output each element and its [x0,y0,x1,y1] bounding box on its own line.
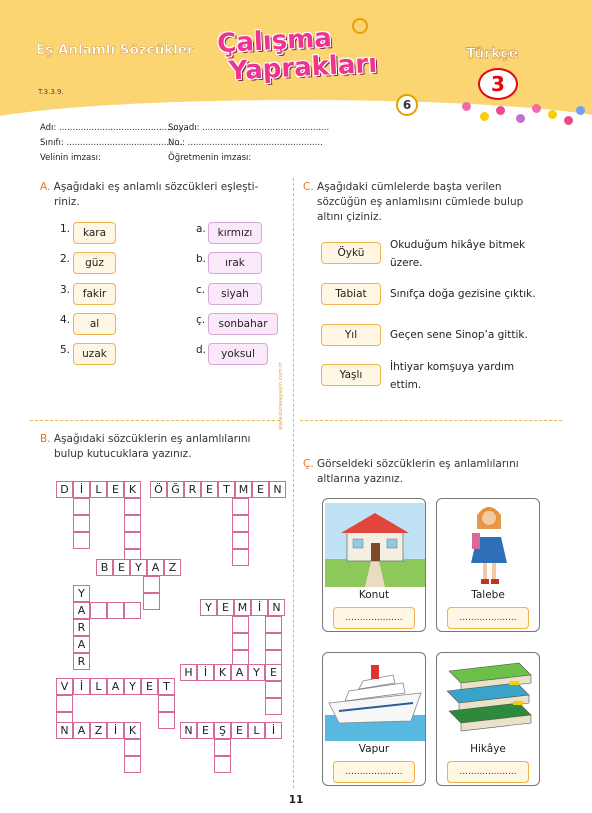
crossword-cell[interactable] [56,695,73,712]
crossword-cell[interactable]: Y [73,585,90,602]
crossword-cell[interactable]: K [214,664,231,681]
picture-card-student [436,498,540,632]
item-letter: d. [196,344,207,356]
books-icon [439,657,539,741]
sheet-number-badge: 6 [396,94,418,116]
given-word: Öykü [321,242,381,264]
crossword-cell[interactable]: R [73,619,90,636]
answer-field[interactable]: .................... [333,607,415,629]
crossword-cell[interactable] [73,532,90,549]
crossword-cell[interactable]: E [252,481,269,498]
match-word-right[interactable]: siyah [208,283,262,305]
item-number: 5. [60,344,71,356]
item-number: 3. [60,284,71,296]
crossword-cell[interactable]: T [218,481,235,498]
crossword-cell[interactable]: E [107,481,124,498]
crossword-cell[interactable] [143,593,160,610]
item-letter: c. [196,284,206,296]
answer-field[interactable]: .................... [447,607,529,629]
crossword-cell[interactable]: A [147,559,164,576]
crossword-cell[interactable] [265,633,282,650]
crossword-cell[interactable]: K [124,481,141,498]
surname-field[interactable]: Soyadı: ............................................... [168,123,330,133]
crossword-cell[interactable]: M [234,599,251,616]
section-c-title: C. Aşağıdaki cümlelerde başta verilen sözcüğün eş anlamlısını cümlede bulup altını çiziniz. [303,181,524,223]
match-word-right[interactable]: ırak [208,252,262,274]
crossword-cell[interactable]: Y [200,599,217,616]
crossword-cell[interactable]: N [56,722,73,739]
curriculum-code: T.3.3.9. [38,88,64,96]
crossword-cell[interactable] [265,681,282,698]
crossword-cell[interactable]: M [235,481,252,498]
page-number: 11 [288,794,304,806]
house-icon [325,503,425,587]
given-word: Yıl [321,324,381,346]
crossword-cell[interactable]: İ [197,664,214,681]
crossword-cell[interactable]: N [268,599,285,616]
crossword-cell[interactable]: N [180,722,197,739]
crossword-cell[interactable] [124,515,141,532]
item-number: 1. [60,223,71,235]
crossword-cell[interactable] [265,698,282,715]
grade-badge: 3 [478,68,518,100]
parent-signature-field[interactable]: Velinin imzası: [40,153,101,163]
crossword-cell[interactable] [232,633,249,650]
crossword-cell[interactable]: H [180,664,197,681]
number-field[interactable]: No.: .................................................. [168,138,323,148]
crossword-cell[interactable]: R [184,481,201,498]
crossword-cell[interactable] [158,712,175,729]
crossword-cell[interactable]: E [197,722,214,739]
class-field[interactable]: Sınıfı: ........................................... [40,138,183,148]
crossword-cell[interactable] [124,498,141,515]
match-word-left[interactable]: fakir [73,283,116,305]
given-word: Tabiat [321,283,381,305]
title-line-1: Çalışma [216,23,333,60]
subject-label: Türkçe [466,46,519,62]
crossword-cell[interactable] [232,549,249,566]
crossword-cell[interactable]: İ [265,722,282,739]
name-field[interactable]: Adı: ................................................ [40,123,189,133]
crossword-cell[interactable]: İ [73,678,90,695]
match-word-right[interactable]: yoksul [208,343,268,365]
crossword-cell[interactable]: E [217,599,234,616]
crossword-cell[interactable]: L [90,481,107,498]
row-divider-right [300,420,562,421]
sentence: Geçen sene Sinop’a gittik. [390,329,528,341]
item-number: 4. [60,314,71,326]
student-girl-icon [439,503,539,587]
crossword-cell[interactable]: Y [130,559,147,576]
crossword-cell[interactable]: A [73,722,90,739]
crossword-cell[interactable] [73,515,90,532]
crossword-cell[interactable]: R [73,653,90,670]
match-word-left[interactable]: kara [73,222,116,244]
match-word-left[interactable]: uzak [73,343,116,365]
crossword-cell[interactable] [124,532,141,549]
match-word-left[interactable]: al [73,313,116,335]
crossword-cell[interactable]: E [113,559,130,576]
crossword-cell[interactable]: K [124,722,141,739]
section-d-title: Ç. Görseldeki sözcüklerin eş anlamlılarını altlarına yazınız. [303,458,519,485]
crossword-cell[interactable] [232,515,249,532]
crossword-cell[interactable] [90,602,107,619]
crossword-cell[interactable]: İ [73,481,90,498]
item-letter: b. [196,253,207,265]
teacher-signature-field[interactable]: Öğretmenin imzası: [168,153,252,163]
crossword-cell[interactable] [124,756,141,773]
crossword-cell[interactable]: T [158,678,175,695]
sun-icon [352,18,368,34]
crossword-cell[interactable]: İ [251,599,268,616]
crossword-cell[interactable] [107,602,124,619]
ship-icon [325,657,425,741]
crossword-cell[interactable] [214,756,231,773]
crossword-cell[interactable] [158,695,175,712]
section-b-title: B. Aşağıdaki sözcüklerin eş anlamlılarını bulup kutucuklara yazınız. [40,433,251,460]
crossword-cell[interactable]: A [231,664,248,681]
item-number: 2. [60,253,71,265]
crossword-cell[interactable]: L [90,678,107,695]
topic-title: Eş Anlamlı Sözcükler [36,42,194,58]
section-a-title: A. Aşağıdaki eş anlamlı sözcükleri eşleşti- riniz. [40,181,259,208]
crossword-cell[interactable]: Y [124,678,141,695]
crossword-cell[interactable]: E [265,664,282,681]
crossword-cell[interactable]: Z [90,722,107,739]
item-letter: a. [196,223,206,235]
answer-field[interactable]: .................... [447,761,529,783]
side-url: www.kurasayayin.com.tr [278,362,284,430]
crossword-cell[interactable] [124,602,141,619]
picture-card-ship [322,652,426,786]
crossword-cell[interactable] [214,739,231,756]
crossword-cell[interactable]: İ [107,722,124,739]
match-word-left[interactable]: güz [73,252,116,274]
crossword-cell[interactable] [232,498,249,515]
crossword-cell[interactable]: V [56,678,73,695]
match-word-right[interactable]: kırmızı [208,222,262,244]
crossword-cell[interactable] [73,498,90,515]
crossword-cell[interactable]: Ğ [167,481,184,498]
answer-field[interactable]: .................... [333,761,415,783]
crossword-cell[interactable]: Y [248,664,265,681]
sentence: Okuduğum hikâye bitmek üzere. [390,239,526,269]
crossword-cell[interactable]: A [107,678,124,695]
card-label: Vapur [358,743,390,755]
crossword-cell[interactable]: E [141,678,158,695]
crossword-cell[interactable]: N [269,481,286,498]
card-label: Talebe [471,589,505,601]
crossword-cell[interactable]: E [201,481,218,498]
crossword-cell[interactable]: Ş [214,722,231,739]
sentence: İhtiyar komşuya yardım ettim. [390,361,515,391]
crossword-cell[interactable]: E [231,722,248,739]
crossword-cell[interactable]: L [248,722,265,739]
crossword-cell[interactable] [124,739,141,756]
crossword-cell[interactable]: A [73,602,90,619]
picture-card-house [322,498,426,632]
crossword-cell[interactable]: A [73,636,90,653]
crossword-cell[interactable] [232,616,249,633]
crossword-cell[interactable] [265,616,282,633]
card-label: Konut [358,589,390,601]
picture-card-books [436,652,540,786]
crossword-cell[interactable] [143,576,160,593]
crossword-cell[interactable]: D [56,481,73,498]
crossword-cell[interactable]: B [96,559,113,576]
title-line-2: Yaprakları [228,48,378,87]
sentence: Sınıfça doğa gezisine çıktık. [390,288,536,300]
crossword-cell[interactable]: Ö [150,481,167,498]
match-word-right[interactable]: sonbahar [208,313,278,335]
column-divider [293,178,294,788]
flowers-icon [458,100,590,130]
row-divider-left [30,420,280,421]
crossword-cell[interactable] [232,532,249,549]
item-letter: ç. [196,314,206,326]
card-label: Hikâye [470,743,506,755]
given-word: Yaşlı [321,364,381,386]
crossword-cell[interactable]: Z [164,559,181,576]
